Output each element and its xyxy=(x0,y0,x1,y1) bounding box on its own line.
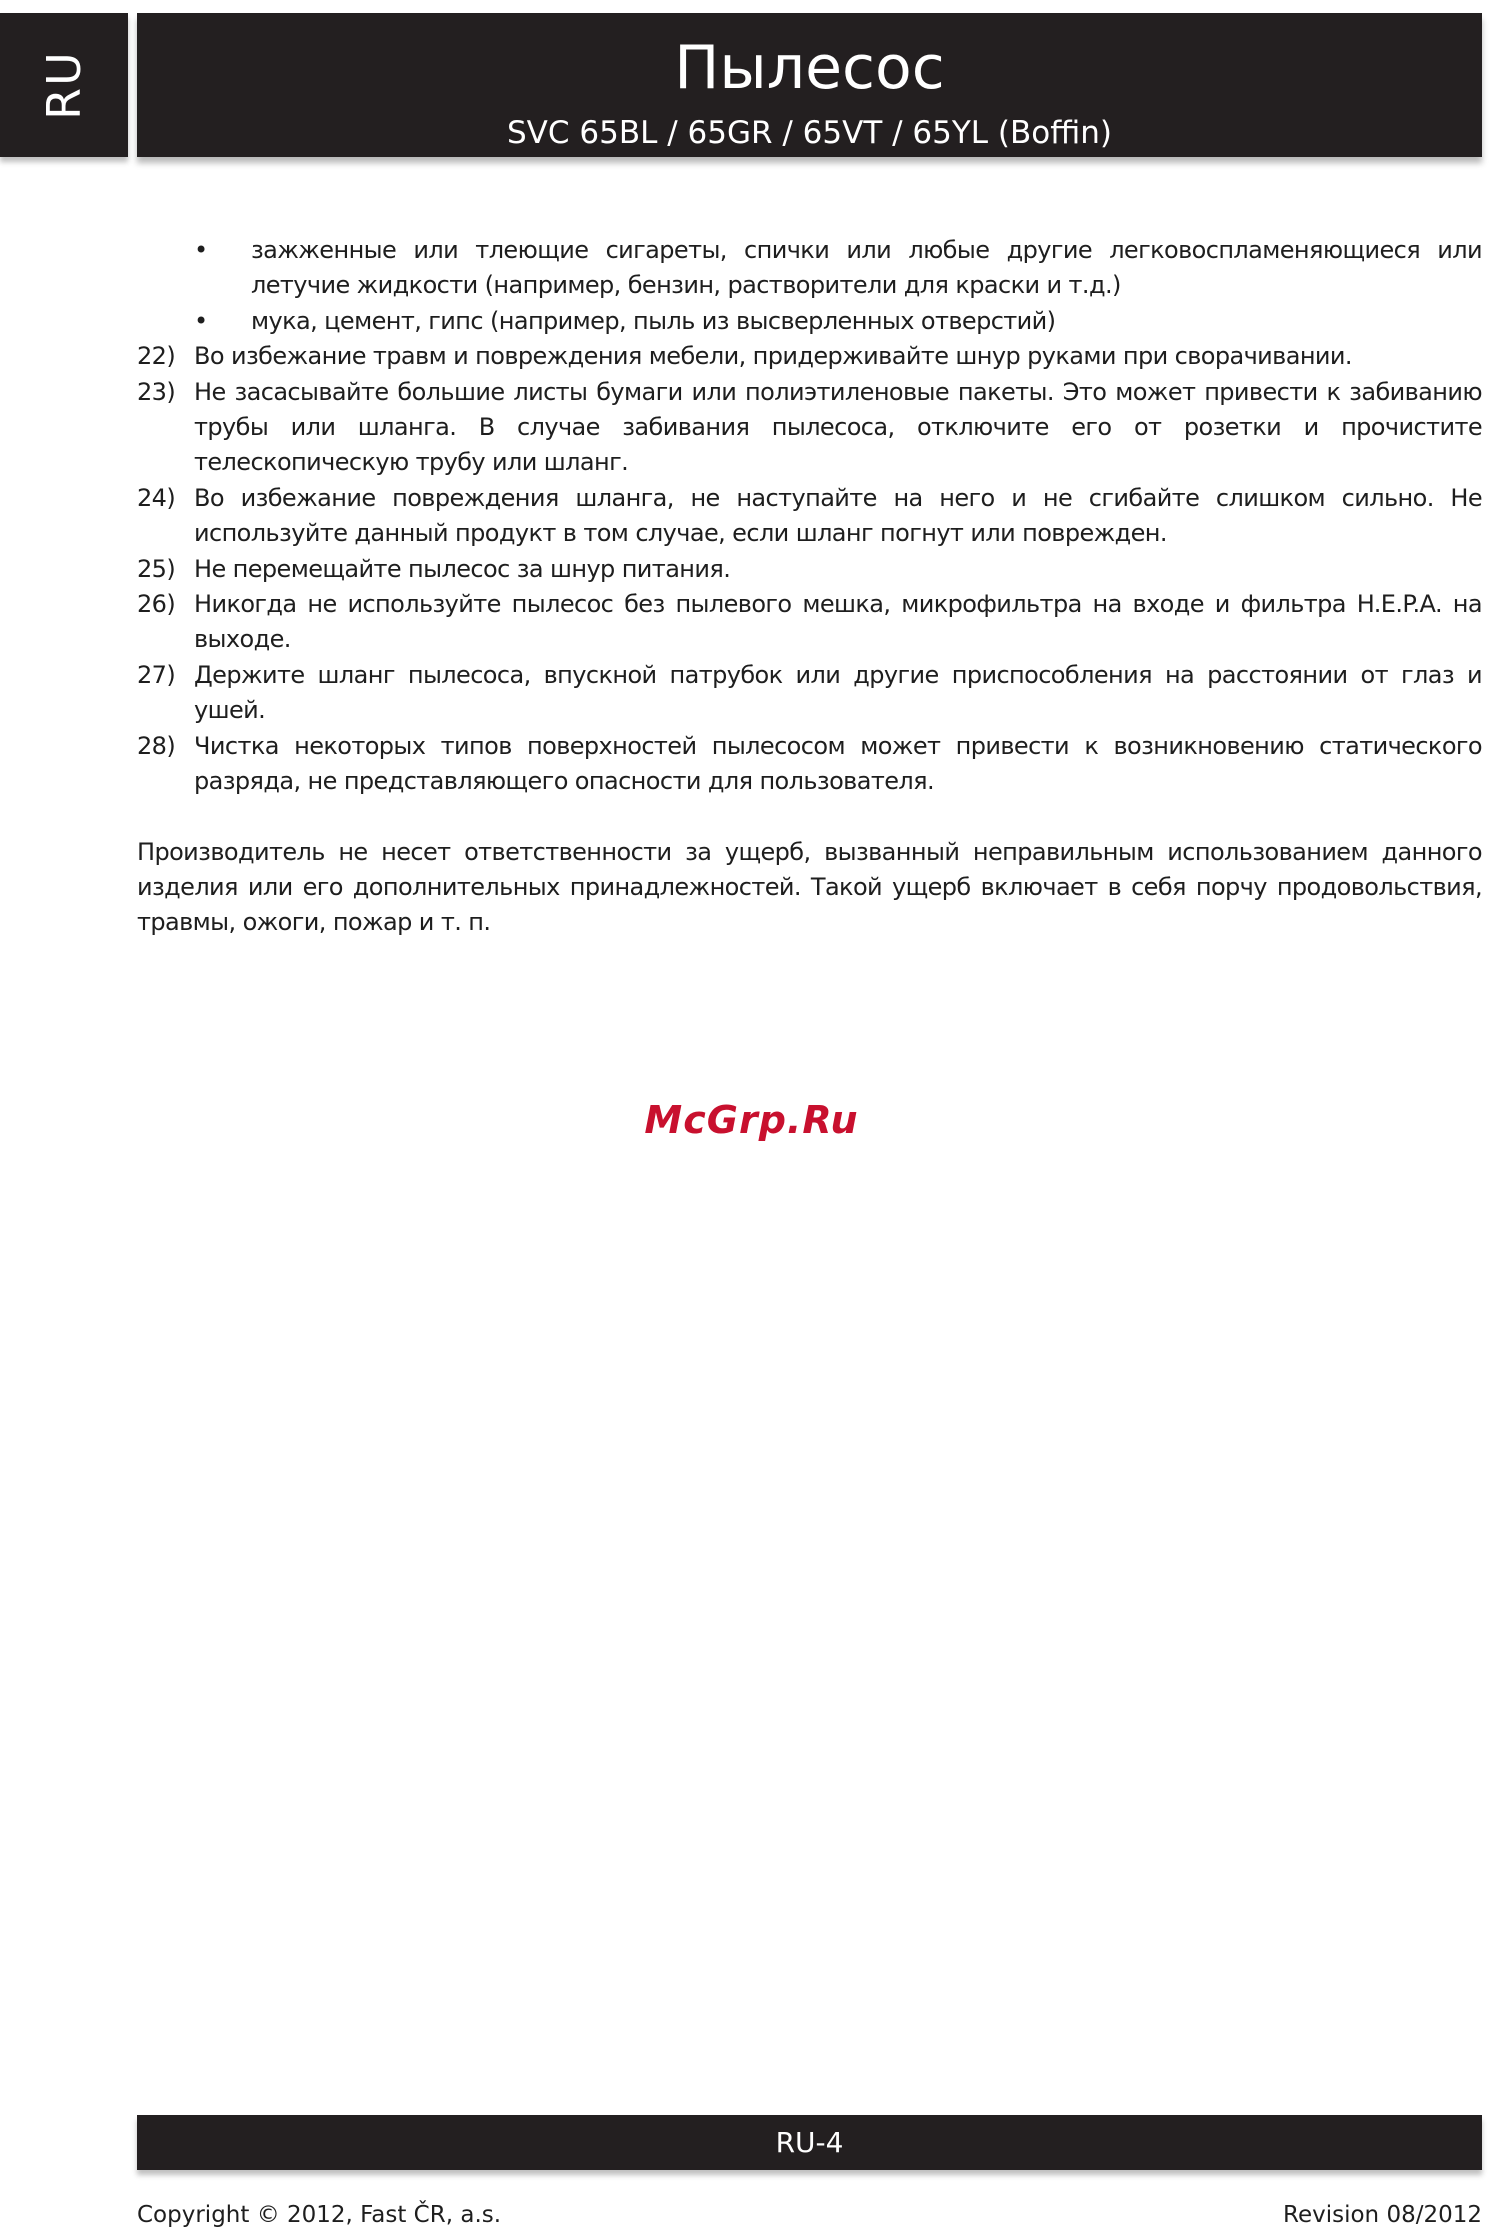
list-text: Во избежание повреждения шланга, не наступайте на него и не сгибайте слишком сильно. Не используйте данный продукт в том случае, если шланг погнут или поврежден. xyxy=(194,483,1482,548)
bullet-text: зажженные или тлеющие сигареты, спички или любые другие легковоспламеняющиеся или летучие жидкости (например, бензин, растворители для краски и т.д.) xyxy=(251,236,1482,300)
page-header xyxy=(137,13,1482,157)
page-number: RU-4 xyxy=(775,2126,844,2159)
list-number: 23) xyxy=(137,377,176,406)
list-item-22 xyxy=(137,339,1482,374)
content-body xyxy=(137,233,1482,941)
page-subtitle: SVC 65BL / 65GR / 65VT / 65YL (Boffin) xyxy=(507,115,1112,151)
bullet-item xyxy=(137,304,1482,339)
bullet-item xyxy=(137,233,1482,304)
list-text: Не засасывайте большие листы бумаги или полиэтиленовые пакеты. Это может привести к забиванию трубы или шланга. В случае забивания пылесоса, отключите его от розетки и прочистите телескопическую трубу или шланг. xyxy=(194,377,1482,477)
list-item-23 xyxy=(137,375,1482,481)
language-code: RU xyxy=(37,50,91,120)
list-number: 26) xyxy=(137,590,176,619)
list-text: Держите шланг пылесоса, впускной патрубок или другие приспособления на расстоянии от глаз и ушей. xyxy=(194,660,1482,725)
list-item-26 xyxy=(137,587,1482,658)
list-number: 28) xyxy=(137,731,176,760)
list-item-27 xyxy=(137,658,1482,729)
bullet-mark: • xyxy=(194,236,208,264)
list-text: Во избежание травм и повреждения мебели, придерживайте шнур руками при сворачивании. xyxy=(194,342,1352,371)
bullet-mark: • xyxy=(194,306,208,335)
list-text: Чистка некоторых типов поверхностей пылесосом может привести к возникновению статического разряда, не представляющего опасности для пользователя. xyxy=(194,731,1482,796)
watermark-link[interactable]: McGrp.Ru xyxy=(644,1098,859,1142)
list-number: 24) xyxy=(137,483,176,512)
page-title: Пылесос xyxy=(674,33,945,103)
page-number-bar xyxy=(137,2115,1482,2170)
list-item-25 xyxy=(137,552,1482,587)
bullet-text: мука, цемент, гипс (например, пыль из высверленных отверстий) xyxy=(251,306,1056,335)
list-text: Не перемещайте пылесос за шнур питания. xyxy=(194,554,731,583)
list-number: 25) xyxy=(137,554,176,583)
language-tab xyxy=(0,13,128,157)
list-number: 22) xyxy=(137,342,176,371)
list-item-24 xyxy=(137,481,1482,552)
copyright-text: Copyright © 2012, Fast ČR, a.s. xyxy=(137,2202,502,2228)
list-item-28 xyxy=(137,729,1482,800)
list-text: Никогда не используйте пылесос без пылевого мешка, микрофильтра на входе и фильтра H.E.P.A. на выходе. xyxy=(194,590,1482,654)
list-number: 27) xyxy=(137,660,176,689)
disclaimer-paragraph: Производитель не несет ответственности за ущерб, вызванный неправильным использованием данного изделия или его дополнительных принадлежностей. Такой ущерб включает в себя порчу продовольствия, травмы, ожоги, пожар и т. п. xyxy=(137,837,1482,937)
revision-text: Revision 08/2012 xyxy=(1283,2202,1482,2228)
